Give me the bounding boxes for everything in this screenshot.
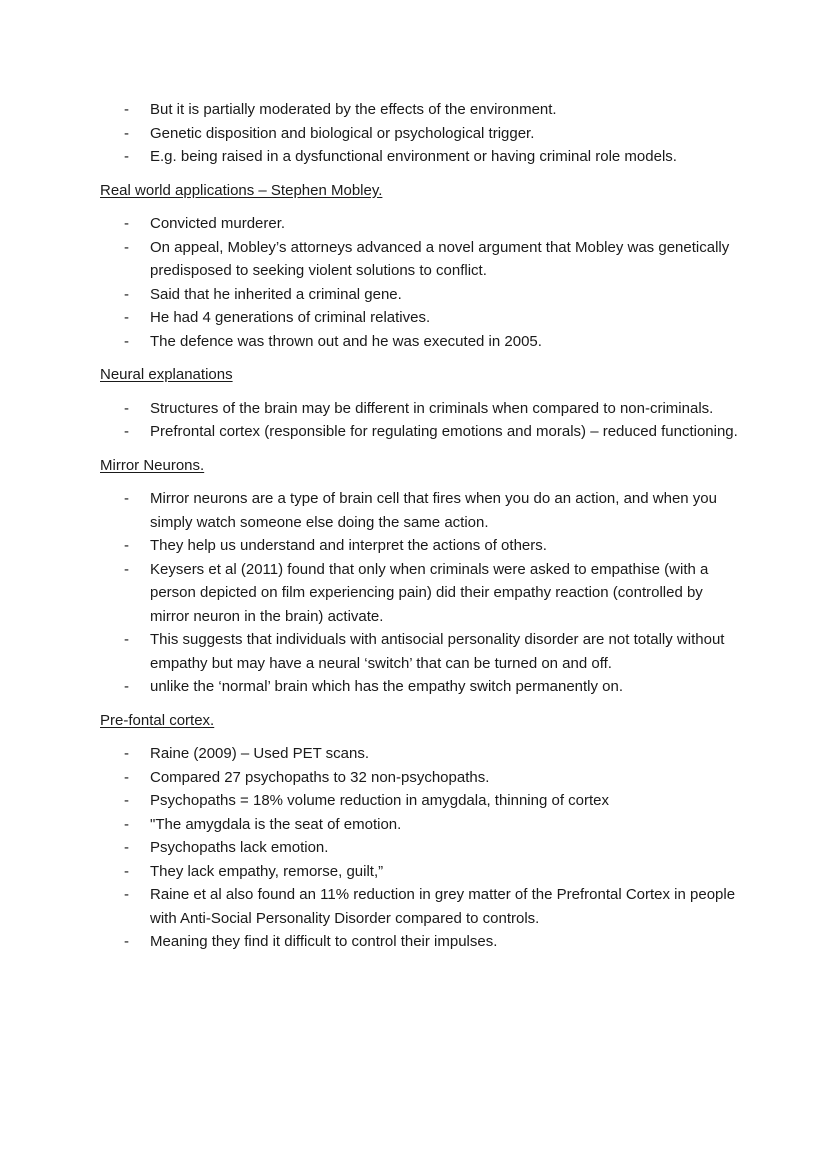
bullet-dash: - bbox=[124, 678, 129, 695]
list-item-text: But it is partially moderated by the effects of the environment. bbox=[150, 101, 557, 118]
list-item bbox=[100, 420, 740, 444]
prefrontal-list bbox=[100, 742, 740, 954]
bullet-dash: - bbox=[124, 399, 129, 417]
list-item-text: unlike the ‘normal’ brain which has the empathy switch permanently on. bbox=[150, 678, 624, 695]
list-item-text: Raine et al also found an 11% reduction in grey matter of the Prefrontal Cortex in people with Anti-Social Personality Disorder compared to controls. bbox=[150, 886, 736, 927]
list-item bbox=[100, 98, 740, 122]
list-item-text: Prefrontal cortex (responsible for regulating emotions and morals) – reduced functioning. bbox=[150, 423, 738, 440]
bullet-dash: - bbox=[124, 101, 129, 118]
list-item bbox=[100, 836, 740, 860]
bullet-dash: - bbox=[124, 886, 129, 903]
list-item bbox=[100, 236, 740, 283]
section-heading-neural: Neural explanations bbox=[100, 366, 233, 383]
list-item bbox=[100, 330, 740, 354]
neural-list bbox=[100, 397, 740, 444]
list-item-text: Psychopaths lack emotion. bbox=[150, 839, 329, 856]
list-item bbox=[100, 306, 740, 330]
list-item bbox=[100, 558, 740, 629]
bullet-dash: - bbox=[124, 537, 129, 554]
mobley-list bbox=[100, 212, 740, 353]
list-item-text: Convicted murderer. bbox=[150, 215, 286, 232]
list-item bbox=[100, 860, 740, 884]
list-item-text: On appeal, Mobley’s attorneys advanced a novel argument that Mobley was genetically predisposed to seeking violent solutions to conflict. bbox=[150, 238, 730, 279]
list-item-text: Psychopaths = 18% volume reduction in amygdala, thinning of cortex bbox=[150, 792, 610, 809]
section-heading-prefrontal: Pre-fontal cortex. bbox=[100, 711, 215, 729]
list-item-text: They help us understand and interpret the actions of others. bbox=[150, 537, 547, 554]
list-item bbox=[100, 883, 740, 930]
mirror-list bbox=[100, 487, 740, 699]
list-item-text: This suggests that individuals with antisocial personality disorder are not totally without empathy but may have a neural ‘switch’ that can be turned on and off. bbox=[150, 631, 725, 672]
bullet-dash: - bbox=[124, 768, 129, 786]
list-item bbox=[100, 930, 740, 954]
bullet-dash: - bbox=[124, 490, 129, 507]
bullet-dash: - bbox=[124, 332, 129, 350]
list-item-text: Raine (2009) – Used PET scans. bbox=[150, 745, 370, 762]
intro-list bbox=[100, 98, 740, 169]
list-item-text: Compared 27 psychopaths to 32 non-psychopaths. bbox=[150, 768, 490, 786]
list-item-text: Genetic disposition and biological or psychological trigger. bbox=[150, 124, 535, 142]
list-item bbox=[100, 145, 740, 169]
bullet-dash: - bbox=[124, 309, 129, 326]
list-item bbox=[100, 766, 740, 790]
list-item-text: Keysers et al (2011) found that only when criminals were asked to empathise (with a person depicted on film experiencing pain) did their empathy reaction (controlled by mirror neuron in the brain) activate. bbox=[150, 560, 709, 625]
list-item-text: E.g. being raised in a dysfunctional environment or having criminal role models. bbox=[150, 148, 677, 165]
list-item-text: Mirror neurons are a type of brain cell that fires when you do an action, and when you simply watch someone else doing the same action. bbox=[150, 490, 717, 531]
list-item-text: "The amygdala is the seat of emotion. bbox=[150, 815, 402, 833]
bullet-dash: - bbox=[124, 560, 129, 578]
list-item-text: Said that he inherited a criminal gene. bbox=[150, 285, 402, 303]
list-item bbox=[100, 283, 740, 307]
list-item bbox=[100, 813, 740, 837]
bullet-dash: - bbox=[124, 862, 129, 880]
section-heading-mobley: Real world applications – Stephen Mobley. bbox=[100, 181, 383, 199]
list-item-text: They lack empathy, remorse, guilt,” bbox=[150, 862, 384, 880]
list-item-text: Meaning they find it difficult to control their impulses. bbox=[150, 933, 498, 950]
list-item-text: He had 4 generations of criminal relatives. bbox=[150, 309, 431, 326]
bullet-dash: - bbox=[124, 933, 129, 950]
bullet-dash: - bbox=[124, 631, 129, 648]
list-item-text: Structures of the brain may be different in criminals when compared to non-criminals. bbox=[150, 399, 714, 417]
section-heading-mirror: Mirror Neurons. bbox=[100, 456, 205, 474]
bullet-dash: - bbox=[124, 124, 129, 142]
list-item-text: The defence was thrown out and he was executed in 2005. bbox=[150, 332, 542, 350]
bullet-dash: - bbox=[124, 839, 129, 856]
document-content bbox=[100, 98, 740, 964]
list-item bbox=[100, 628, 740, 675]
bullet-dash: - bbox=[124, 745, 129, 762]
list-item bbox=[100, 534, 740, 558]
list-item bbox=[100, 675, 740, 699]
list-item bbox=[100, 122, 740, 146]
bullet-dash: - bbox=[124, 815, 129, 833]
list-item bbox=[100, 397, 740, 421]
list-item bbox=[100, 212, 740, 236]
bullet-dash: - bbox=[124, 423, 129, 440]
bullet-dash: - bbox=[124, 238, 129, 256]
bullet-dash: - bbox=[124, 215, 129, 232]
list-item bbox=[100, 742, 740, 766]
list-item bbox=[100, 487, 740, 534]
bullet-dash: - bbox=[124, 285, 129, 303]
list-item bbox=[100, 789, 740, 813]
bullet-dash: - bbox=[124, 792, 129, 809]
bullet-dash: - bbox=[124, 148, 129, 165]
